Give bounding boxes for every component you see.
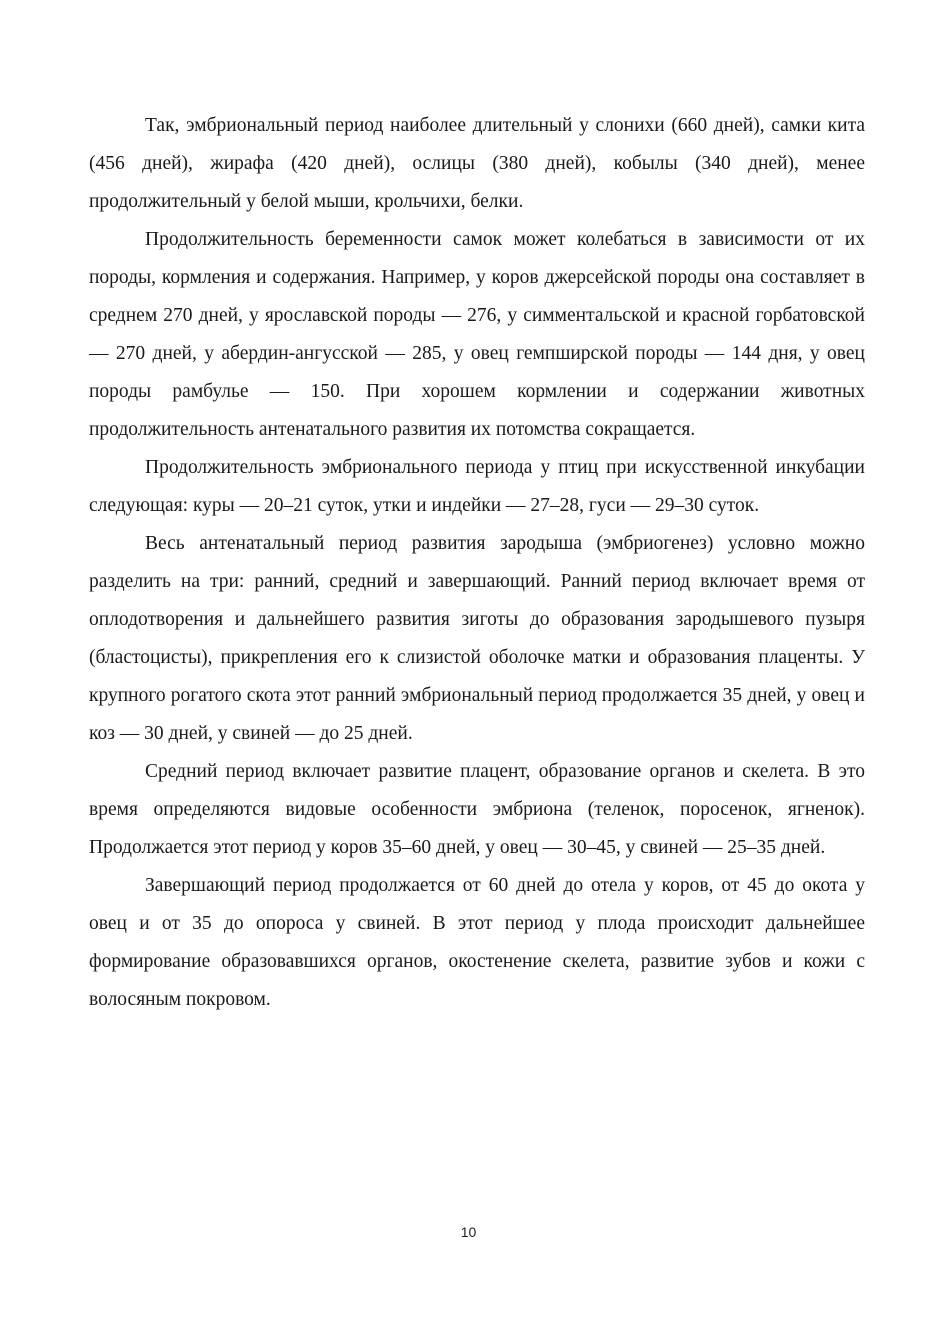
paragraph: Весь антенатальный период развития зародыша (эмбриогенез) условно можно разделить на три: ранний, средний и завершающий. Ранний период включает время от оплодотворения и дальнейшего развития зиготы до образования зародышевого пузыря (бластоцисты), прикрепления его к слизистой оболочке матки и образования плаценты. У крупного рогатого скота этот ранний эмбриональный период продолжается 35 дней, у овец и коз — 30 дней, у свиней — до 25 дней.: [89, 533, 865, 744]
paragraph: Так, эмбриональный период наиболее длительный у слонихи (660 дней), самки кита (456 дней), жирафа (420 дней), ослицы (380 дней), кобылы (340 дней), менее продолжительный у белой мыши, крольчихи, белки.: [89, 115, 865, 212]
paragraph: Средний период включает развитие плацент, образование органов и скелета. В это время определяются видовые особенности эмбриона (теленок, поросенок, ягненок). Продолжается этот период у коров 35–60 дней, у овец — 30–45, у свиней — 25–35 дней.: [89, 761, 865, 858]
paragraph: Завершающий период продолжается от 60 дней до отела у коров, от 45 до окота у овец и от 35 до опороса у свиней. В этот период у плода происходит дальнейшее формирование образовавшихся органов, окостенение скелета, развитие зубов и кожи с волосяным покровом.: [89, 875, 865, 1010]
page-body: [89, 107, 865, 1019]
paragraph: Продолжительность беременности самок может колебаться в зависимости от их породы, кормления и содержания. Например, у коров джерсейской породы она составляет в среднем 270 дней, у ярославской породы — 276, у симментальской и красной горбатовской — 270 дней, у абердин-ангусской — 285, у овец гемпширской породы — 144 дня, у овец породы рамбулье — 150. При хорошем кормлении и содержании животных продолжительность антенатального развития их потомства сокращается.: [89, 229, 865, 440]
page-number: 10: [460, 1224, 477, 1240]
paragraph: Продолжительность эмбрионального периода у птиц при искусственной инкубации следующая: куры — 20–21 суток, утки и индейки — 27–28, гуси — 29–30 суток.: [89, 457, 865, 516]
